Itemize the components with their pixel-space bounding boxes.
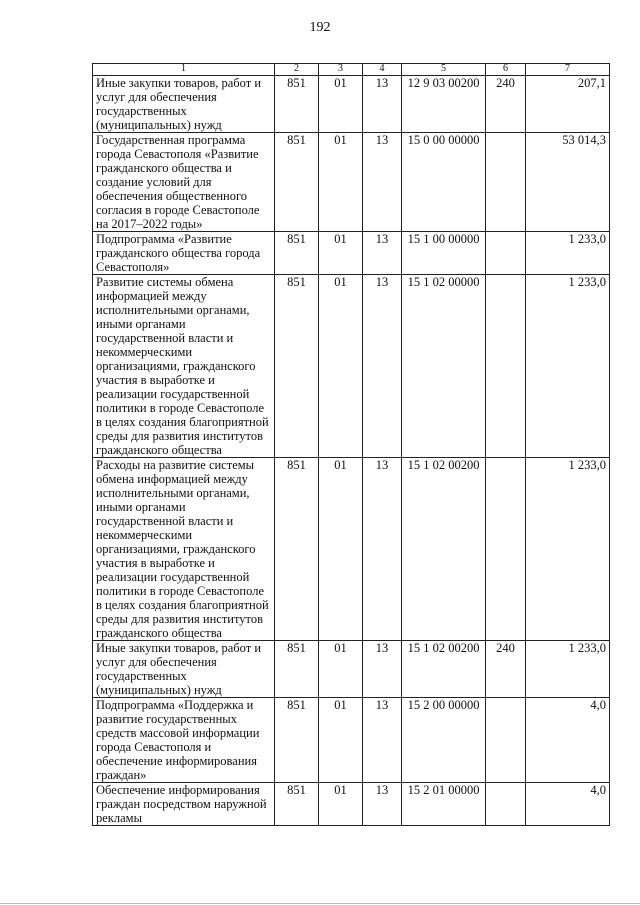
row-target-article: 15 1 02 00000 xyxy=(402,275,486,458)
table-row xyxy=(93,783,610,826)
table-row xyxy=(93,275,610,458)
row-expense-type xyxy=(486,133,526,232)
row-amount: 1 233,0 xyxy=(526,275,610,458)
page-number: 192 xyxy=(309,20,331,35)
row-expense-type xyxy=(486,458,526,641)
row-name: Подпрограмма «Поддержка и развитие государственных средств массовой информации города Севастополя и обеспечение информирования граждан» xyxy=(93,698,275,783)
row-department-code: 851 xyxy=(275,76,319,133)
row-name: Обеспечение информирования граждан посредством наружной рекламы xyxy=(93,783,275,826)
table-row xyxy=(93,76,610,133)
row-section-code: 01 xyxy=(319,232,363,275)
row-department-code: 851 xyxy=(275,232,319,275)
row-expense-type: 240 xyxy=(486,641,526,698)
row-expense-type xyxy=(486,275,526,458)
row-target-article: 15 2 01 00000 xyxy=(402,783,486,826)
table-row xyxy=(93,458,610,641)
col-header-5: 5 xyxy=(402,64,486,76)
row-amount: 1 233,0 xyxy=(526,641,610,698)
row-section-code: 01 xyxy=(319,698,363,783)
row-target-article: 15 0 00 00000 xyxy=(402,133,486,232)
row-amount: 4,0 xyxy=(526,783,610,826)
row-amount: 207,1 xyxy=(526,76,610,133)
row-amount: 4,0 xyxy=(526,698,610,783)
row-target-article: 15 1 02 00200 xyxy=(402,458,486,641)
col-header-7: 7 xyxy=(526,64,610,76)
row-section-code: 01 xyxy=(319,275,363,458)
row-name: Подпрограмма «Развитие гражданского общества города Севастополя» xyxy=(93,232,275,275)
row-amount: 53 014,3 xyxy=(526,133,610,232)
row-name: Иные закупки товаров, работ и услуг для обеспечения государственных (муниципальных) нужд xyxy=(93,641,275,698)
col-header-6: 6 xyxy=(486,64,526,76)
row-subsection-code: 13 xyxy=(363,698,402,783)
row-subsection-code: 13 xyxy=(363,133,402,232)
table-row xyxy=(93,641,610,698)
row-subsection-code: 13 xyxy=(363,232,402,275)
page-bottom-edge xyxy=(0,903,640,904)
row-section-code: 01 xyxy=(319,641,363,698)
col-header-4: 4 xyxy=(363,64,402,76)
col-header-2: 2 xyxy=(275,64,319,76)
header-row xyxy=(93,64,610,76)
row-department-code: 851 xyxy=(275,275,319,458)
row-subsection-code: 13 xyxy=(363,641,402,698)
row-department-code: 851 xyxy=(275,783,319,826)
row-subsection-code: 13 xyxy=(363,275,402,458)
row-amount: 1 233,0 xyxy=(526,458,610,641)
row-department-code: 851 xyxy=(275,133,319,232)
row-subsection-code: 13 xyxy=(363,783,402,826)
row-section-code: 01 xyxy=(319,76,363,133)
row-section-code: 01 xyxy=(319,783,363,826)
row-department-code: 851 xyxy=(275,698,319,783)
row-target-article: 15 1 02 00200 xyxy=(402,641,486,698)
row-expense-type xyxy=(486,232,526,275)
row-name: Развитие системы обмена информацией между исполнительными органами, иными органами государственной власти и некоммерческими организациями, гражданского участия в выработке и реализации государственной политики в городе Севастополе в целях создания благоприятной среды для развития институтов гражданского общества xyxy=(93,275,275,458)
row-subsection-code: 13 xyxy=(363,76,402,133)
row-name: Государственная программа города Севастополя «Развитие гражданского общества и создание условий для обеспечения общественного согласия в городе Севастополе на 2017–2022 годы» xyxy=(93,133,275,232)
row-name: Расходы на развитие системы обмена информацией между исполнительными органами, иными органами государственной власти и некоммерческими организациями, гражданского участия в выработке и реализации государственной политики в городе Севастополе в целях создания благоприятной среды для развития институтов гражданского общества xyxy=(93,458,275,641)
row-expense-type xyxy=(486,783,526,826)
budget-table xyxy=(92,63,610,826)
table-row xyxy=(93,232,610,275)
row-section-code: 01 xyxy=(319,458,363,641)
table-row xyxy=(93,133,610,232)
row-expense-type xyxy=(486,698,526,783)
row-name: Иные закупки товаров, работ и услуг для обеспечения государственных (муниципальных) нужд xyxy=(93,76,275,133)
row-target-article: 15 2 00 00000 xyxy=(402,698,486,783)
col-header-3: 3 xyxy=(319,64,363,76)
row-subsection-code: 13 xyxy=(363,458,402,641)
row-target-article: 15 1 00 00000 xyxy=(402,232,486,275)
table-row xyxy=(93,698,610,783)
row-amount: 1 233,0 xyxy=(526,232,610,275)
col-header-1: 1 xyxy=(93,64,275,76)
row-target-article: 12 9 03 00200 xyxy=(402,76,486,133)
row-department-code: 851 xyxy=(275,641,319,698)
row-section-code: 01 xyxy=(319,133,363,232)
row-expense-type: 240 xyxy=(486,76,526,133)
row-department-code: 851 xyxy=(275,458,319,641)
